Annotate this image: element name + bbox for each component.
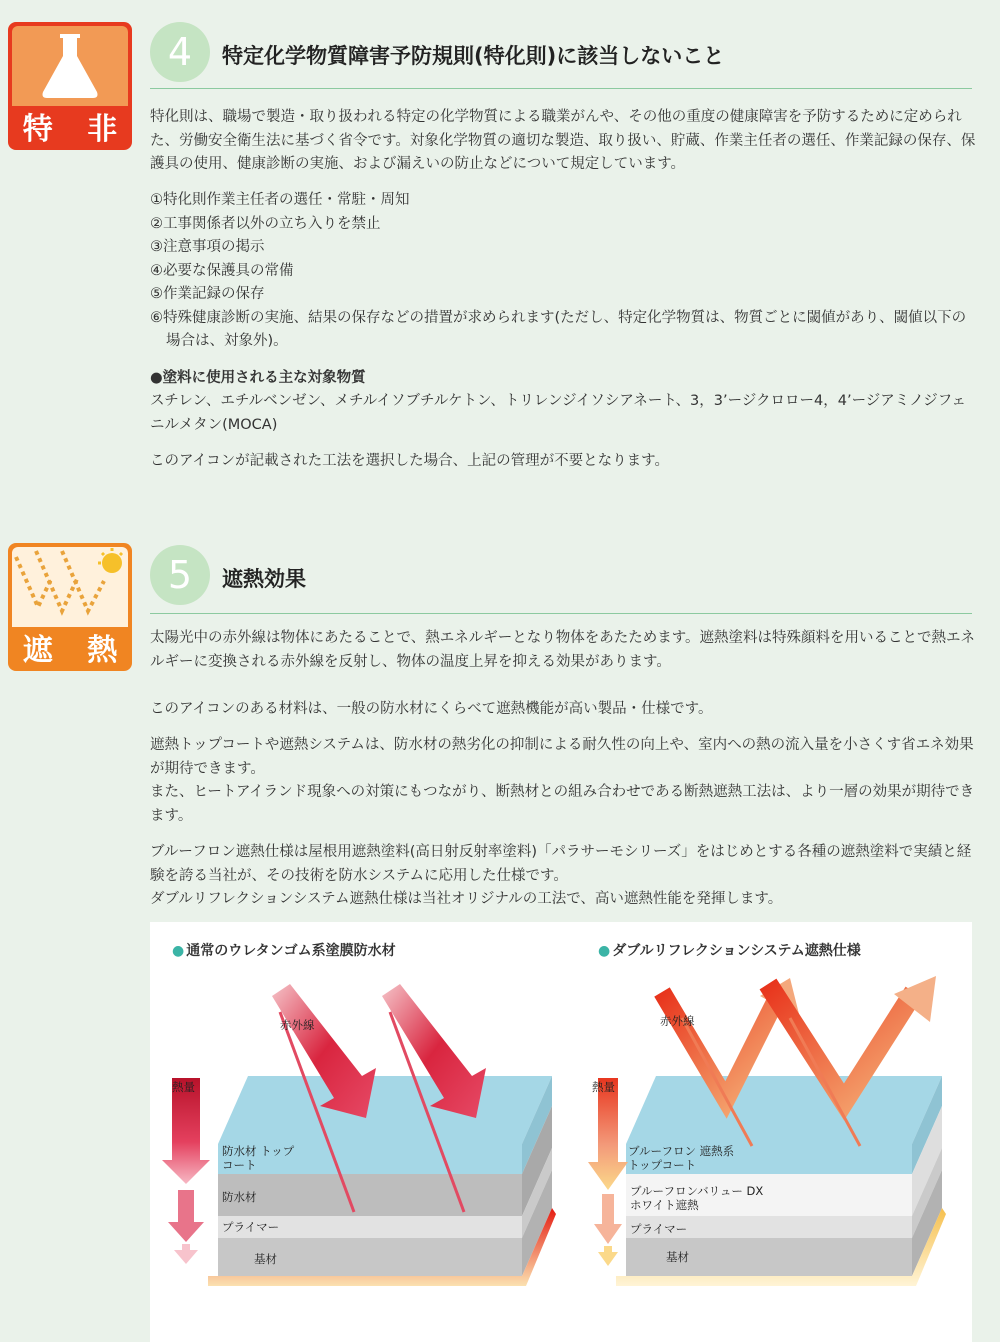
section5-para1b: このアイコンのある材料は、一般の防水材にくらべて遮熱機能が高い製品・仕様です。 [150,701,713,717]
list-item: ⑥特殊健康診断の実施、結果の保存などの措置が求められます(ただし、特定化学物質は、物質ごとに閾値があり、閾値以下の場合は、対象外)。 [150,309,967,349]
substances-text: スチレン、エチルベンゼン、メチルイソブチルケトン、トリレンジイソシアネート、3，3’ージクロロー4，4’ージアミノジフェニルメタン(MOCA) [150,393,966,433]
right-layer-white: ブルーフロンバリュー DX ホワイト遮熱 [630,1184,764,1212]
section5-para2b: また、ヒートアイランド現象への対策にもつながり、断熱材との組み合わせである断熱遮熱工法は、より一層の効果が期待できます。 [150,784,975,824]
right-layer-topcoat: ブルーフロン 遮熱系トップコート [628,1144,735,1172]
flask-icon [12,26,128,106]
heat-arrow-left-2 [168,1190,204,1242]
section5-para2: 遮熱トップコートや遮熱システムは、防水材の熱劣化の抑制による耐久性の向上や、室内への熱の流入量を小さくす省エネ効果が期待できます。 [150,737,974,777]
list-item: ④必要な保護具の常備 [150,262,294,279]
heat-arrow-right-2 [594,1194,622,1244]
shanetsu-icon [8,543,132,671]
section5-para1: 太陽光中の赤外線は物体にあたることで、熱エネルギーとなり物体をあたためます。遮熱塗料は特殊顔料を用いることで熱エネルギーに変換される赤外線を反射し、物体の温度上昇を抑える効果があります。 [150,630,976,670]
list-item: ②工事関係者以外の立ち入りを禁止 [150,215,381,232]
section5-title: 遮熱効果 [222,567,306,591]
right-heat-label: 熱量 [592,1080,615,1094]
left-layer-base: 基材 [254,1252,277,1266]
section4-list [150,189,980,354]
tokuhi-label: 特 非 [22,112,130,147]
left-heat-label: 熱量 [172,1080,195,1094]
section4-title: 特定化学物質障害予防規則(特化則)に該当しないこと [222,44,725,68]
heat-arrow-right-3 [598,1246,618,1266]
left-infrared-label: 赤外線 [280,1018,315,1032]
section5-para3: ブルーフロン遮熱仕様は屋根用遮熱塗料(高日射反射率塗料)「パラサーモシリーズ」をはじめとする各種の遮熱塗料で実績と経験を誇る当社が、その技術を防水システムに応用した仕様です。 [150,844,972,884]
right-layer-primer: プライマー [630,1222,688,1236]
section4-rule [150,88,972,89]
tokuhi-icon [8,22,132,150]
diagram-right-title: ● ダブルリフレクションシステム遮熱仕様 [598,943,861,959]
list-item: ③注意事項の掲示 [150,239,265,255]
heat-arrow-left-3 [174,1244,198,1264]
substances-heading: ●塗料に使用される主な対象物質 [150,370,366,386]
list-item: ⑤作業記録の保存 [150,286,265,302]
section5-para3b: ダブルリフレクションシステム遮熱仕様は当社オリジナルの工法で、高い遮熱性能を発揮します。 [150,891,783,907]
bullet-dot-icon: ● [172,943,185,959]
section4-intro: 特化則は、職場で製造・取り扱われる特定の化学物質による職業がんや、その他の重度の健康障害を予防するために定められた、労働安全衛生法に基づく省令です。対象化学物質の適切な製造、取り扱い、貯蔵、作業主任者の選任、作業記録の保存、保護具の使用、健康診断の実施、および漏えいの防止などについて規定しています。 [150,109,976,172]
diagram-panel [150,922,972,1342]
diagram-left-title: ● 通常のウレタンゴム系塗膜防水材 [172,943,396,959]
shanetsu-label: 遮 熱 [22,633,130,668]
left-layer-topcoat: 防水材 トップコート [222,1144,295,1172]
section4-number: 4 [150,22,210,82]
right-layer-base: 基材 [666,1250,689,1264]
layer-diagram [150,922,972,1342]
section5-number: 5 [150,545,210,605]
list-item: ①特化則作業主任者の選任・常駐・周知 [150,192,410,208]
section4-note: このアイコンが記載された工法を選択した場合、上記の管理が不要となります。 [150,453,669,469]
bullet-dot-icon: ● [598,943,611,959]
right-infrared-label: 赤外線 [660,1014,695,1028]
left-layer-primer: プライマー [222,1220,280,1234]
heat-arrow-right [588,1078,628,1190]
left-layer-waterproof: 防水材 [222,1190,257,1204]
sun-rays-icon [12,547,128,627]
section5-rule [150,613,972,614]
